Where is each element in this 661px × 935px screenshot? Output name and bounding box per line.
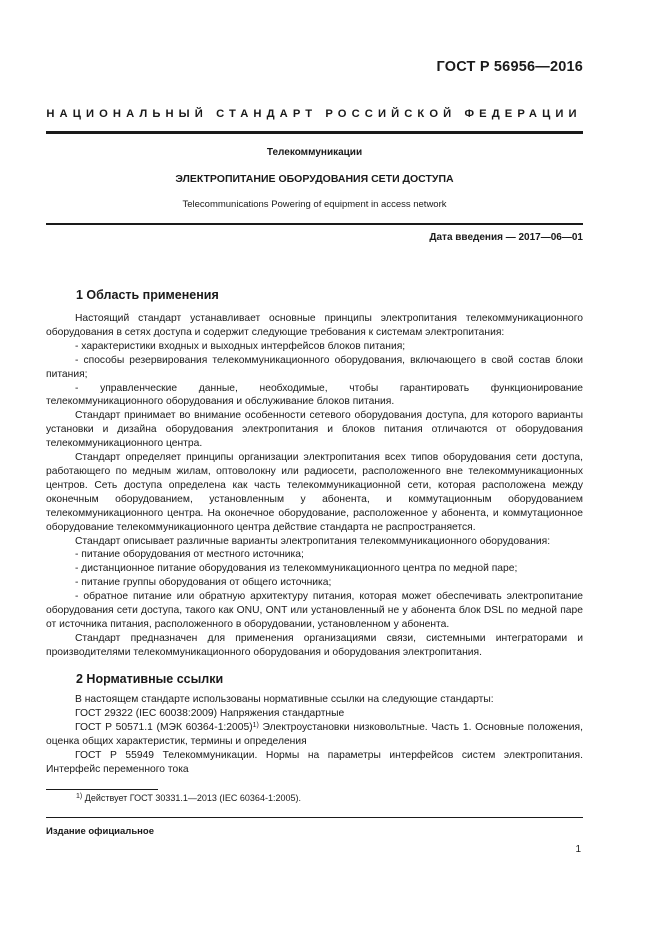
document-id: ГОСТ Р 56956—2016 (436, 59, 583, 75)
footnote-marker: 1) (76, 793, 83, 800)
reference-title: Электроустановки низковольтные. Часть 1. Основные положения, оценка общих характеристик, термины и определения (46, 721, 583, 747)
reference-item: ГОСТ Р 55949 Телекоммуникации. Нормы на параметры интерфейсов систем электропитания. Интерфейс переменного тока (46, 749, 583, 775)
edition-label: Издание официальное (46, 826, 154, 837)
english-title: Telecommunications Powering of equipment in access network (182, 199, 447, 210)
footer-rule (46, 817, 583, 818)
footnote (76, 793, 301, 803)
list-item: - питание оборудования от местного источника; (75, 549, 304, 561)
paragraph: Настоящий стандарт устанавливает основные принципы электропитания телекоммуникационного оборудования в сетях доступа и содержит следующие требования к системам электропитания: (46, 313, 583, 338)
title-rule (46, 223, 583, 225)
section-1-body (46, 312, 583, 660)
reference-item (46, 721, 583, 749)
paragraph: Стандарт предназначен для применения организациями связи, системными интеграторами и производителями телекоммуникационного оборудования и оборудования электропитания. (46, 632, 583, 658)
main-title: ЭЛЕКТРОПИТАНИЕ ОБОРУДОВАНИЯ СЕТИ ДОСТУПА (175, 173, 454, 185)
national-standard-banner: НАЦИОНАЛЬНЫЙ СТАНДАРТ РОССИЙСКОЙ ФЕДЕРАЦИИ (46, 108, 582, 120)
list-item: - обратное питание или обратную архитектуру питания, которая может обеспечивать электропитание оборудования сети доступа, такого как ONU, ONT или установленный не у абонента блок DSL по медной паре от источника питания, расположенного в оборудовании, установленном у абонента. (46, 591, 583, 630)
list-item: - характеристики входных и выходных интерфейсов блоков питания; (75, 340, 406, 352)
section-2-heading: 2 Нормативные ссылки (76, 672, 224, 686)
list-item: - управленческие данные, необходимые, чтобы гарантировать функционирование телекоммуникационного оборудования и обслуживание блоков питания. (46, 382, 583, 408)
footnote-marker: 1) (252, 721, 259, 729)
section-1-heading: 1 Область применения (76, 288, 219, 302)
paragraph: Стандарт описывает различные варианты электропитания телекоммуникационного оборудования: (75, 535, 551, 547)
header-rule (46, 131, 583, 134)
footnote-text: Действует ГОСТ 30331.1—2013 (IEC 60364-1:2005). (82, 793, 301, 803)
list-item: - питание группы оборудования от общего источника; (75, 577, 332, 589)
reference-code: ГОСТ Р 50571.1 (МЭК 60364-1:2005) (75, 721, 253, 733)
reference-item: ГОСТ 29322 (IEC 60038:2009) Напряжения стандартные (75, 707, 345, 719)
page-number: 1 (575, 844, 581, 855)
paragraph: В настоящем стандарте использованы нормативные ссылки на следующие стандарты: (75, 694, 494, 705)
paragraph: Стандарт принимает во внимание особенности сетевого оборудования доступа, для которого варианты установки и дизайна оборудования электропитания и блоков питания отличаются от оборудования телекоммуникационного центра. (46, 410, 583, 450)
intro-date: Дата введения — 2017—06—01 (429, 232, 583, 243)
footnote-rule (46, 789, 158, 790)
paragraph: Стандарт определяет принципы организации электропитания всех типов оборудования сети доступа, работающего по медным жилам, оптоволокну или радиосети, расположенного вне телекоммуникационных центров. Сеть доступа определена как часть телекоммуникационной сети, которая расположена между оконечным оборудованием, установленным у абонента, и коммутационным оборудованием телекоммуникационного центра. На оконечное оборудование, расположенное у абонента, и коммутационное оборудование телекоммуникационного центра действие стандарта не распространяется. (46, 452, 583, 533)
list-item: - дистанционное питание оборудования из телекоммуникационного центра по медной паре; (75, 563, 518, 575)
section-2-body (46, 693, 583, 776)
list-item: - способы резервирования телекоммуникационного оборудования, включающего в свой состав блоки питания; (46, 354, 583, 380)
category-title: Телекоммуникации (266, 147, 363, 158)
